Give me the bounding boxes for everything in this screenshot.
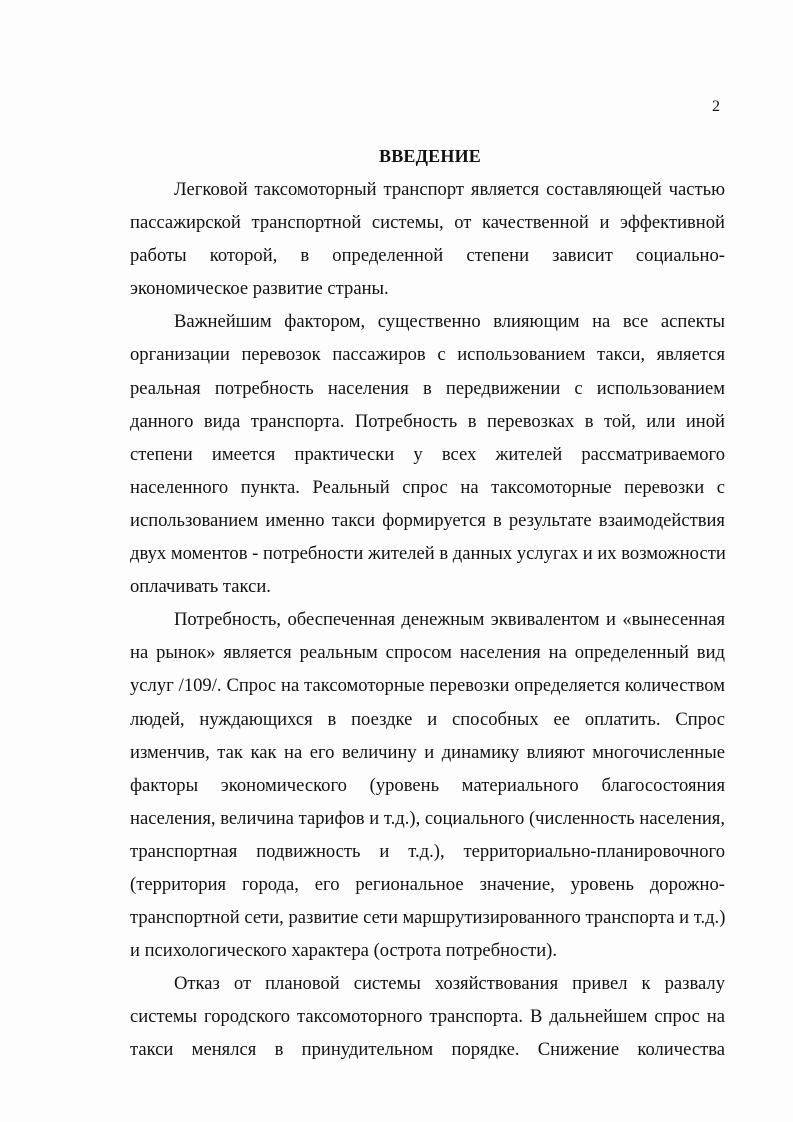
text-line: работы которой, в определенной степени зависит социально- xyxy=(130,245,725,267)
text-line: использованием именно такси формируется в результате взаимодействия xyxy=(130,509,725,531)
text-line: Потребность, обеспеченная денежным эквивалентом и «вынесенная xyxy=(174,609,725,631)
text-line: данного вида транспорта. Потребность в перевозках в той, или иной xyxy=(130,410,725,432)
paragraph xyxy=(130,173,725,305)
text-line: такси менялся в принудительном порядке. Снижение количества xyxy=(130,1039,725,1061)
text-line: Легковой таксомоторный транспорт является составляющей частью xyxy=(174,179,725,200)
text-line: населенного пункта. Реальный спрос на таксомоторные перевозки с xyxy=(130,476,725,498)
document-body xyxy=(130,173,725,1067)
paragraph xyxy=(130,967,725,1066)
text-line: изменчив, так как на его величину и динамику влияют многочисленные xyxy=(130,741,725,763)
text-line: степени имеется практически у всех жителей рассматриваемого xyxy=(130,443,725,465)
text-line: реальная потребность населения в передвижении с использованием xyxy=(130,377,725,399)
text-line: Важнейшим фактором, существенно влияющим на все аспекты xyxy=(174,311,725,333)
text-line: населения, величина тарифов и т.д.), социального (численность населения, xyxy=(130,807,725,829)
text-line: на рынок» является реальным спросом населения на определенный вид xyxy=(130,642,725,664)
text-line: транспортная подвижность и т.д.), территориально-планировочного xyxy=(130,840,725,862)
text-line: и психологического характера (острота потребности). xyxy=(130,940,557,962)
text-line: людей, нуждающихся в поездке и способных ее оплатить. Спрос xyxy=(130,708,725,730)
paragraph xyxy=(130,603,725,967)
text-line: системы городского таксомоторного транспорта. В дальнейшем спрос на xyxy=(130,1006,725,1028)
text-line: (территория города, его региональное значение, уровень дорожно- xyxy=(130,873,725,895)
text-line: факторы экономического (уровень материального благосостояния xyxy=(130,774,725,796)
text-line: Отказ от плановой системы хозяйствования привел к развалу xyxy=(174,973,725,995)
text-line: экономическое развитие страны. xyxy=(130,278,389,300)
text-line: транспортной сети, развитие сети маршрутизированного транспорта и т.д.) xyxy=(130,907,726,929)
page-title: ВВЕДЕНИЕ xyxy=(378,146,481,166)
text-line: двух моментов - потребности жителей в данных услугах и их возможности xyxy=(130,543,726,565)
text-line: организации перевозок пассажиров с использованием такси, является xyxy=(130,344,725,366)
text-line: оплачивать такси. xyxy=(130,576,271,598)
text-line: пассажирской транспортной системы, от качественной и эффективной xyxy=(130,212,725,234)
page-number: 2 xyxy=(712,98,720,115)
paragraph xyxy=(130,305,725,603)
text-line: услуг /109/. Спрос на таксомоторные перевозки определяется количеством xyxy=(130,675,725,697)
